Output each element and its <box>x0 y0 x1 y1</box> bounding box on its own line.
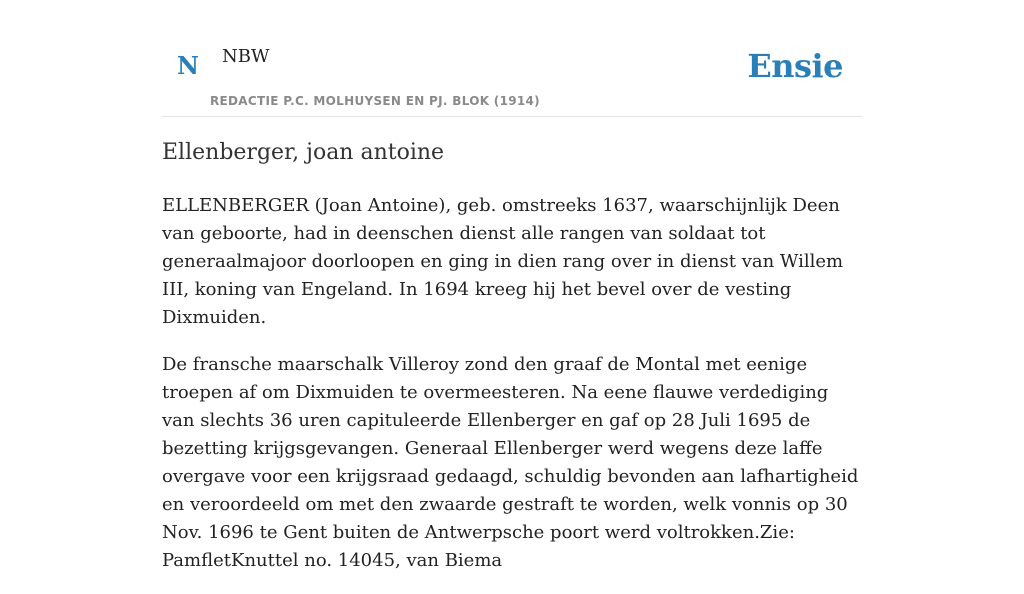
source-subtitle: REDACTIE P.C. MOLHUYSEN EN PJ. BLOK (1914) <box>210 94 540 108</box>
ensie-logo[interactable]: Ensie <box>747 47 843 85</box>
source-header <box>162 0 862 117</box>
article-body <box>162 192 862 594</box>
article-paragraph: ELLENBERGER (Joan Antoine), geb. omstreeks 1637, waarschijnlijk Deen van geboorte, had in deenschen dienst alle rangen van soldaat tot generaalmajoor doorloopen en ging in dien rang over in dienst van Willem III, koning van Engeland. In 1694 kreeg hij het bevel over de vesting Dixmuiden. <box>162 195 844 328</box>
source-name[interactable]: NBW <box>222 46 270 67</box>
article-title: Ellenberger, joan antoine <box>162 140 445 165</box>
article-paragraph: De fransche maarschalk Villeroy zond den graaf de Montal met eenige troepen af om Dixmuiden te overmeesteren. Na eene flauwe verdediging van slechts 36 uren capituleerde Ellenberger en gaf op 28 Juli 1695 de bezetting krijgsgevangen. Generaal Ellenberger werd wegens deze laffe overgave voor een krijgsraad gedaagd, schuldig bevonden aan lafhartigheid en veroordeeld om met den zwaarde gestraft te worden, welk vonnis op 30 Nov. 1696 te Gent buiten de Antwerpsche poort werd voltrokken.Zie: PamfletKnuttel no. 14045, van Biema <box>162 354 859 571</box>
page <box>162 0 862 571</box>
source-logo[interactable]: N <box>177 51 199 80</box>
